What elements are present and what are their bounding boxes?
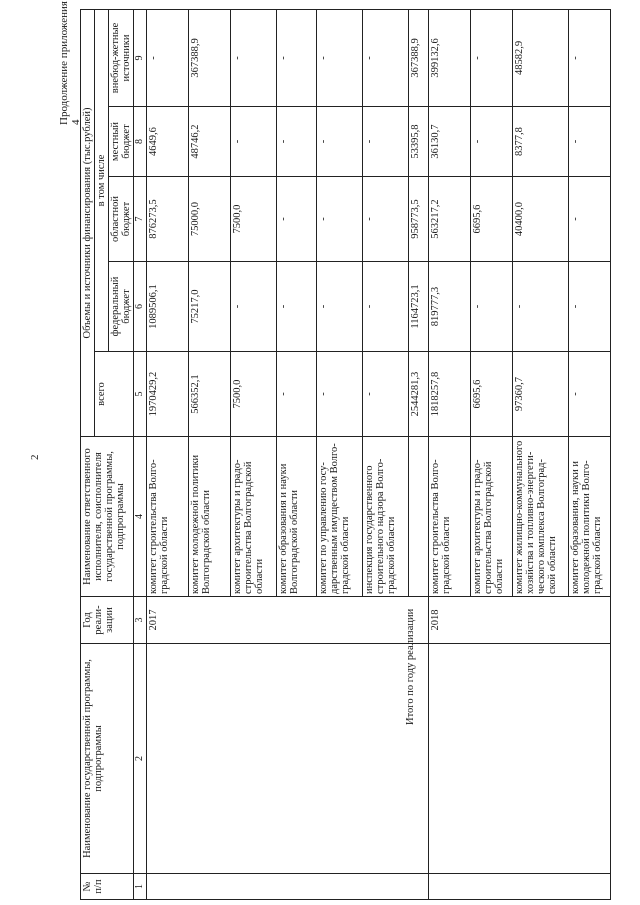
table-row [147,9,189,899]
value-regional: 7500,0 [231,177,277,262]
value-local: - [277,107,317,177]
value-local: - [363,107,409,177]
total-local: 53395,8 [409,107,429,177]
cell-empty [147,644,429,874]
col-num: 3 [134,597,147,644]
value-regional: - [569,177,611,262]
executor-name: комитет по управлению госу-дарственным имуществом Волго-градской области [317,437,363,597]
value-regional: - [317,177,363,262]
header-program: Наименование государственной программы, подпрограммы [81,644,134,874]
value-regional: 75000,0 [189,177,231,262]
executor-name: комитет строительства Волго-градской области [429,437,471,597]
col-num: 5 [134,352,147,437]
total-sum: 2544281,3 [409,352,429,437]
value-local: - [317,107,363,177]
header-total: всего [95,352,134,437]
value-extrabudget: 48582,9 [513,9,569,106]
value-local: 48746,2 [189,107,231,177]
value-total: - [317,352,363,437]
total-federal: 1164723,1 [409,262,429,352]
executor-name: комитет образования, науки и молодежной политики Волго-градской области [569,437,611,597]
cell-empty [429,874,611,900]
value-total: 1818257,8 [429,352,471,437]
header-regional: областной бюджет [109,177,134,262]
value-federal: 819777,3 [429,262,471,352]
value-extrabudget: - [471,9,513,106]
value-regional: 563217,2 [429,177,471,262]
column-numbers-row [134,9,147,899]
year-2018: 2018 [429,597,611,644]
executor-name: комитет молодежной политики Волгоградской области [189,437,231,597]
col-num: 4 [134,437,147,597]
page-number: 2 [29,454,41,460]
col-num: 7 [134,177,147,262]
col-num: 8 [134,107,147,177]
value-regional: 40400,0 [513,177,569,262]
cell-empty [147,874,429,900]
header-number: № п/п [81,874,134,900]
header-funding: Объемы и источники финансирования (тыс.рублей) [81,9,95,436]
value-total: 7500,0 [231,352,277,437]
value-total: 97360,7 [513,352,569,437]
value-federal: - [513,262,569,352]
header-year: Год реали-зации [81,597,134,644]
total-label: Итого по году реализации [405,608,416,725]
value-total: - [363,352,409,437]
total-extrabudget: 367388,9 [409,9,429,106]
value-local: 8377,8 [513,107,569,177]
value-federal: 1089506,1 [147,262,189,352]
value-regional: - [363,177,409,262]
value-extrabudget: - [569,9,611,106]
total-regional: 958773,5 [409,177,429,262]
value-total: 1970429,2 [147,352,189,437]
value-total: 6695,6 [471,352,513,437]
executor-name: комитет архитектуры и градо-строительства Волгоградской области [231,437,277,597]
value-regional: - [277,177,317,262]
value-local: - [569,107,611,177]
header-local: местный бюджет [109,107,134,177]
cell-empty [429,644,611,874]
executor-name: инспекция государственного строительного надзора Волго-градской области [363,437,409,597]
value-extrabudget: - [277,9,317,106]
col-num: 2 [134,644,147,874]
header-row-1 [81,9,95,899]
value-extrabudget: - [147,9,189,106]
header-executor: Наименование ответственного исполнителя, соисполнителя государственной программы, подпрограммы [81,437,134,597]
header-federal: федеральный бюджет [109,262,134,352]
financing-table [80,9,611,900]
executor-name: комитет жилищно-коммунального хозяйства и топливно-энергети-ческого комплекса Волгоград-ской области [513,437,569,597]
value-local: - [471,107,513,177]
cell-empty [409,437,429,597]
value-federal: - [363,262,409,352]
value-local: 36130,7 [429,107,471,177]
continuation-note: Продолжение приложения 4 [58,1,82,125]
value-federal: - [471,262,513,352]
header-extrabudget: внебюд-жетные источники [109,9,134,106]
value-federal: - [231,262,277,352]
executor-name: комитет образования и науки Волгоградской области [277,437,317,597]
value-local: 4649,6 [147,107,189,177]
table-row [429,9,471,899]
year-2017: 2017 [147,597,429,644]
value-extrabudget: - [317,9,363,106]
col-num: 6 [134,262,147,352]
value-total: 566352,1 [189,352,231,437]
value-total: - [277,352,317,437]
value-regional: 6695,6 [471,177,513,262]
value-extrabudget: - [231,9,277,106]
executor-name: комитет строительства Волго-градской области [147,437,189,597]
value-federal: - [569,262,611,352]
value-total: - [569,352,611,437]
value-regional: 876273,5 [147,177,189,262]
value-federal: - [277,262,317,352]
value-extrabudget: - [363,9,409,106]
executor-name: комитет архитектуры и градо-строительства Волгоградской области [471,437,513,597]
value-local: - [231,107,277,177]
value-extrabudget: 399132,6 [429,9,471,106]
header-including: в том числе [95,9,109,351]
value-federal: - [317,262,363,352]
col-num: 9 [134,9,147,106]
col-num: 1 [134,874,147,900]
value-extrabudget: 367388,9 [189,9,231,106]
value-federal: 75217,0 [189,262,231,352]
